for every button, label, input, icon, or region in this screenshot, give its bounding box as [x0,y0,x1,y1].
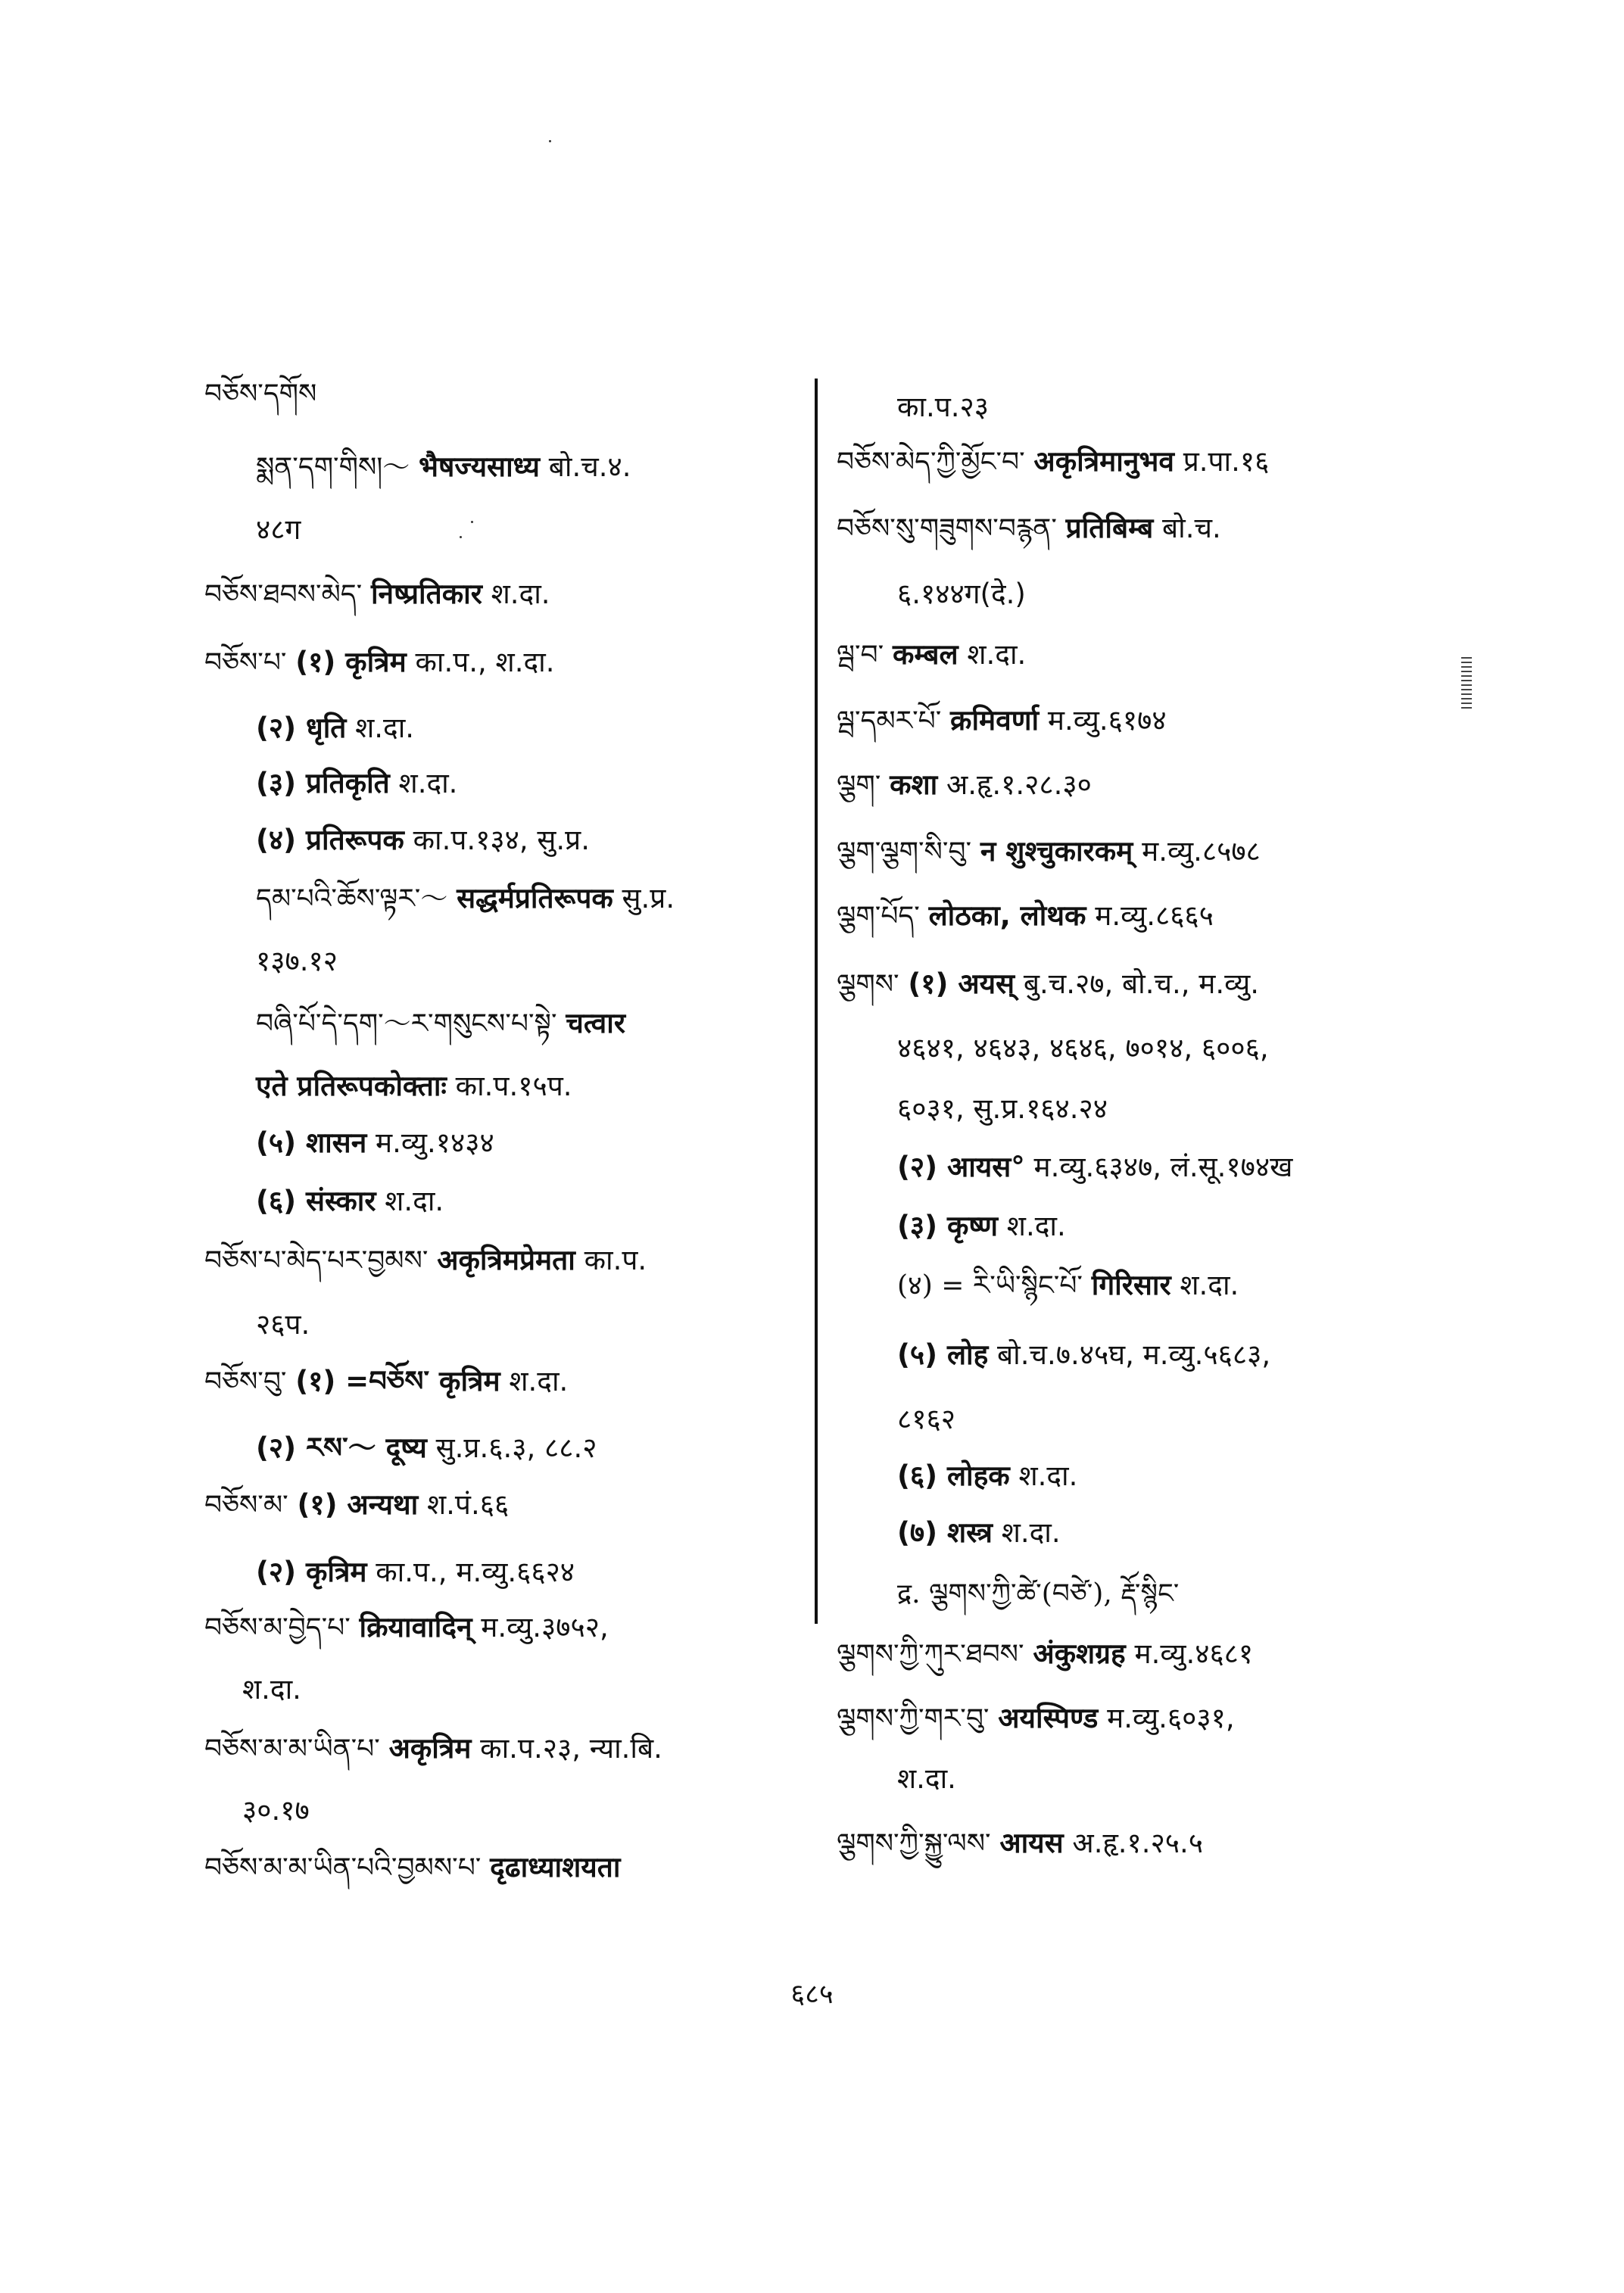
sanskrit-equivalent: कशा [890,768,938,801]
source-reference: म.व्यु.८५७८ [1142,835,1261,868]
source-reference: म.व्यु.६१७४ [1047,704,1167,737]
dictionary-line [204,575,550,614]
sanskrit-equivalent: क्रमिवर्णा [950,704,1040,737]
tibetan-headword: བཅོས་དགོས [204,379,317,410]
dictionary-line [242,1671,301,1709]
sanskrit-equivalent: अकृत्रिमानुभव [1033,445,1174,478]
source-reference: ४६४१, ४६४३, ४६४६, ७०१४, ६००६, [897,1032,1269,1064]
dictionary-line [204,375,316,413]
sanskrit-equivalent: (४) प्रतिरूपक [256,824,404,856]
tibetan-headword: द्र. ལྕགས་ཀྱི་ཚེ་(བཙེ་), རྡོ་སྙིང་ [897,1578,1180,1609]
source-reference: का.प., म.व्यु.६६२४ [376,1556,575,1588]
dictionary-line [897,1090,1108,1129]
tibetan-headword: ལྕག་པོད་ [837,901,920,932]
sanskrit-equivalent: (३) प्रतिकृति [256,767,390,799]
dictionary-line [204,643,554,682]
dictionary-line [256,1182,444,1221]
dictionary-line [256,821,590,860]
tibetan-headword: བཅོས་མ་ [204,1490,288,1521]
source-reference: श.दा. [1180,1269,1239,1301]
speck [460,536,462,538]
source-reference: सु.प्र.६.३, ८८.२ [435,1432,597,1464]
sanskrit-equivalent: कम्बल [892,638,959,671]
tibetan-headword: ལྕག་ [837,770,881,801]
source-reference: म.व्यु.८६६५ [1095,899,1214,932]
dictionary-line [204,1242,647,1280]
source-reference: म.व्यु.६०३१, [1107,1702,1235,1734]
source-reference: का.प.२३ [897,391,990,423]
tibetan-headword: བཅོས་མ་བྱེད་པ་ [204,1612,351,1643]
dictionary-line [256,942,338,981]
dictionary-line [256,1429,597,1468]
source-reference: का.प., श.दा. [415,646,555,678]
source-reference: म.व्यु.१४३४ [376,1126,494,1159]
dictionary-line [897,1400,955,1439]
dictionary-line [242,1792,310,1830]
sanskrit-equivalent: (५) लोह [897,1338,989,1371]
dictionary-line [837,965,1259,1004]
sanskrit-equivalent: दृढाध्याशयता [490,1851,621,1883]
tibetan-headword: ལྦ་བ་ [837,640,884,671]
source-reference: सु.प्र. [622,882,675,914]
tibetan-headword: བཅོས་སུ་གཟུགས་བརྙན་ [837,513,1057,544]
source-reference: बो.च.७.४५घ, म.व्यु.५६८३, [997,1338,1271,1371]
source-reference: श.पं.६६ [427,1488,510,1521]
speck [471,521,473,523]
dictionary-line [897,1575,1179,1613]
dictionary-line [837,1635,1253,1674]
tibetan-headword: (४) = རི་ཡི་སྙིང་པོ་ [897,1270,1083,1301]
dictionary-line [897,388,989,427]
sanskrit-equivalent: आयस [999,1827,1064,1859]
dictionary-line [837,897,1214,936]
tibetan-headword: བཅོས་མེད་ཀྱི་མྱོང་བ་ [837,447,1025,478]
sanskrit-equivalent: क्रियावादिन् [359,1611,472,1643]
sanskrit-equivalent: (२) धृति [256,712,347,744]
source-reference: श.दा. [1006,1210,1066,1242]
source-reference: २६प. [256,1308,310,1341]
page-number: ६८५ [790,1979,834,2010]
dictionary-line [837,833,1261,871]
sanskrit-equivalent: सद्धर्मप्रतिरूपक [457,882,613,914]
source-reference: म.व्यु.४६८१ [1134,1637,1254,1670]
dictionary-line [897,1207,1066,1246]
dictionary-line [897,1030,1269,1068]
sanskrit-equivalent: गिरिसार [1091,1269,1171,1301]
source-reference: प्र.पा.१६ [1183,445,1270,478]
source-reference: बु.च.२७, बो.च., म.व्यु. [1023,967,1260,1000]
sanskrit-equivalent: अकृत्रिम [388,1732,472,1765]
source-reference: श.दा. [385,1185,444,1217]
source-reference: श.दा. [967,638,1027,671]
source-reference: ४८ग [256,513,301,546]
source-reference: म.व्यु.३७५२, [481,1611,609,1643]
tibetan-headword: བཅོས་མ་མ་ཡིན་པའི་བྱམས་པ་ [204,1852,482,1883]
sanskrit-equivalent: (२) कृत्रिम [256,1556,367,1588]
dictionary-line [897,1514,1061,1553]
dictionary-line [897,1148,1292,1187]
dictionary-line [897,1457,1077,1496]
source-reference: श.दा. [491,578,550,610]
dictionary-line [897,1336,1270,1375]
source-reference: १३७.१२ [256,945,338,977]
source-reference: का.प. [584,1244,647,1276]
source-reference: श.दा. [242,1673,301,1706]
sanskrit-equivalent: (६) संस्कार [256,1185,376,1217]
source-reference: श.दा. [897,1762,956,1795]
dictionary-line [837,1699,1235,1738]
dictionary-line [256,880,675,918]
dictionary-line [204,1609,609,1647]
dictionary-line [897,575,1026,614]
sanskrit-equivalent: (५) शासन [256,1126,367,1159]
sanskrit-equivalent: अंकुशग्रह [1033,1637,1126,1670]
tibetan-headword: ལྕགས་ཀྱི་གར་བུ་ [837,1703,990,1734]
tibetan-headword: ལྕགས་ཀྱི་ཀུར་ཐབས་ [837,1639,1024,1670]
tibetan-headword: བཅོས་མ་མ་ཡིན་པ་ [204,1734,380,1765]
dictionary-line [256,1067,572,1106]
sanskrit-equivalent: अयस्पिण्ड [998,1702,1099,1734]
dictionary-line [897,1266,1239,1305]
dictionary-line [897,1760,956,1799]
dictionary-line [837,443,1269,481]
dictionary-line [256,709,414,748]
sanskrit-equivalent: (६) लोहक [897,1460,1010,1492]
tibetan-headword: དམ་པའི་ཆོས་ལྟར་～ [256,883,448,914]
speck [549,140,551,142]
source-reference: श.दा. [509,1365,569,1397]
dictionary-line [837,702,1167,740]
sanskrit-equivalent: (१) अयस् [908,967,1015,1000]
sanskrit-equivalent: (२) རས་～ दूष्य [256,1432,427,1464]
dictionary-line [256,448,631,487]
sanskrit-equivalent: (१) अन्यथा [297,1488,419,1521]
source-reference: ८१६२ [897,1403,955,1435]
sanskrit-equivalent: प्रतिबिम्ब [1065,512,1154,544]
sanskrit-equivalent: अकृत्रिमप्रेमता [437,1244,575,1276]
source-reference: ६०३१, सु.प्र.१६४.२४ [897,1092,1108,1125]
dictionary-line [837,1824,1203,1863]
dictionary-line [204,1849,620,1887]
source-reference: का.प.२३, न्या.बि. [480,1732,662,1765]
sanskrit-equivalent: लोठका, लोथक [928,899,1086,932]
sanskrit-equivalent: (३) कृष्ण [897,1210,999,1242]
source-reference: बो.च.४. [548,450,631,483]
tibetan-headword: བཞི་པོ་དེ་དག་～ར་གསུངས་པ་སྟེ་ [256,1008,557,1039]
dictionary-line [204,1730,662,1768]
source-reference: का.प.१३४, सु.प्र. [413,824,590,856]
sanskrit-equivalent: (२) आयस° [897,1151,1025,1183]
source-reference: ६.१४४ग(दे.) [897,578,1026,610]
tibetan-headword: ལྕག་ལྕག་སི་བུ་ [837,837,972,868]
tibetan-headword: བཅོས་བུ་ [204,1366,287,1397]
source-reference: श.दा. [1018,1460,1078,1492]
source-reference: बो.च. [1162,512,1221,544]
dictionary-line [837,766,1092,805]
tibetan-headword: ལྦ་དམར་པོ་ [837,706,942,737]
tibetan-headword: བཅོས་པ་ [204,647,287,678]
dictionary-line [256,1005,625,1043]
source-reference: म.व्यु.६३४७, लं.सू.१७४ख [1033,1151,1293,1183]
sanskrit-equivalent: (७) शस्त्र [897,1516,993,1549]
dictionary-line [256,765,457,803]
sanskrit-equivalent: चत्वार [566,1007,625,1039]
source-reference: श.दा. [355,712,415,744]
tibetan-headword: ལྕགས་ཀྱི་སྐྱུ་ལས་ [837,1828,991,1859]
dictionary-line [204,1486,509,1525]
tibetan-headword: བཅོས་པ་མེད་པར་བྱམས་ [204,1245,429,1276]
tibetan-headword: བཅོས་ཐབས་མེད་ [204,579,363,610]
dictionary-line [256,1553,575,1592]
dictionary-line [256,1306,310,1344]
source-reference: अ.हृ.१.२८.३० [946,768,1092,801]
sanskrit-equivalent: (१) कृत्रिम [295,646,407,678]
dictionary-line [837,636,1026,675]
dictionary-line [837,509,1221,548]
source-reference: ३०.१७ [242,1794,310,1827]
tibetan-headword: ལྕགས་ [837,969,899,1000]
sanskrit-equivalent: निष्प्रतिकार [370,578,482,610]
sanskrit-equivalent: भैषज्यसाध्य [419,450,541,483]
sanskrit-equivalent: न शुश्चुकारकम् [980,835,1133,868]
dictionary-line [204,1363,568,1401]
source-reference: श.दा. [1001,1516,1061,1549]
dictionary-line [256,1124,494,1163]
dictionary-line [256,511,301,550]
tibetan-headword: སྨན་དག་གིས།～ [256,452,410,483]
column-divider [815,379,818,1624]
source-reference: का.प.१५प. [455,1070,572,1102]
margin-marks [1461,657,1472,710]
source-reference: श.दा. [398,767,458,799]
source-reference: अ.हृ.१.२५.५ [1072,1827,1204,1859]
sanskrit-equivalent: (१) =བཅོས་ कृत्रिम [295,1365,500,1397]
sanskrit-equivalent: एते प्रतिरूपकोक्ताः [256,1070,447,1102]
